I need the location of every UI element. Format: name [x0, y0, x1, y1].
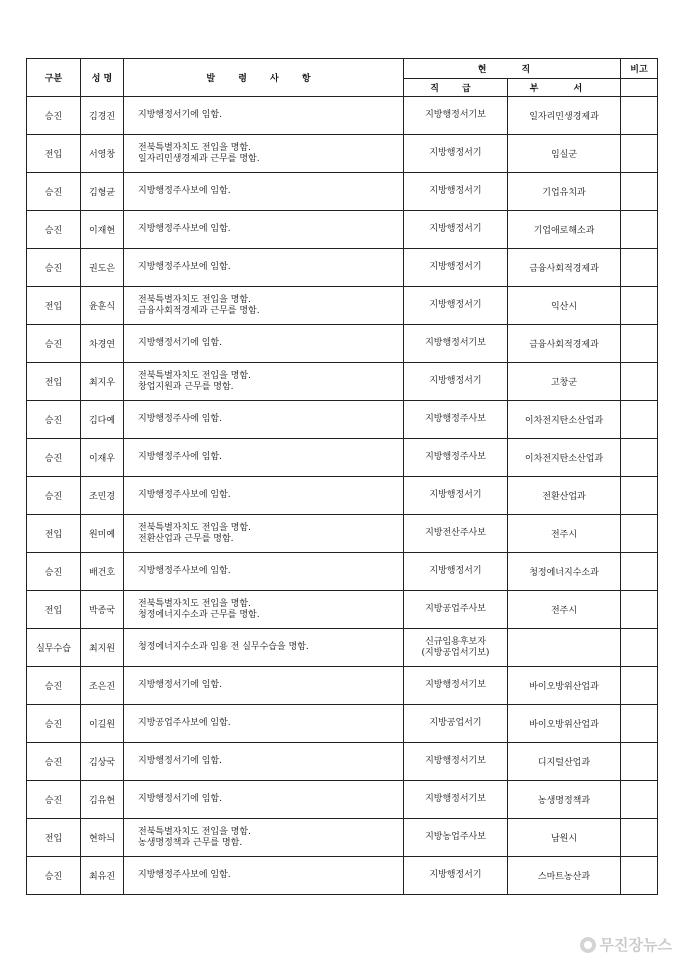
cell-note — [621, 97, 658, 135]
cell-grade — [404, 97, 508, 135]
action-line: 지방공업주사보에 임함. — [138, 718, 231, 728]
table-row — [27, 477, 658, 515]
cell-name: 서영창 — [81, 135, 124, 173]
table-row — [27, 591, 658, 629]
cell-name: 이길원 — [81, 705, 124, 743]
action-line: 전북특별자치도 전입을 명함. — [138, 294, 251, 305]
header-note: 비고 — [621, 59, 658, 79]
table-row — [27, 211, 658, 249]
newspaper-logo-icon — [580, 937, 596, 953]
action-line: 지방행정주사보에 임함. — [138, 262, 231, 272]
grade-line: 지방행정서기 — [429, 224, 482, 234]
grade-line: 지방공업주사보 — [425, 604, 486, 614]
cell-dept: 이차전지탄소산업과 — [508, 439, 621, 477]
cell-name: 차경연 — [81, 325, 124, 363]
cell-action — [124, 781, 404, 819]
action-line: 지방행정주사보에 임함. — [138, 566, 231, 576]
action-line: 전북특별자치도 전입을 명함. — [138, 826, 251, 837]
grade-line: 지방행정서기보 — [425, 756, 486, 766]
cell-type: 전입 — [27, 515, 81, 553]
cell-name: 원미예 — [81, 515, 124, 553]
table-header-row — [27, 59, 658, 79]
cell-dept: 기업유치과 — [508, 173, 621, 211]
cell-dept: 농생명정책과 — [508, 781, 621, 819]
cell-name: 권도은 — [81, 249, 124, 287]
cell-name: 조민경 — [81, 477, 124, 515]
cell-note — [621, 363, 658, 401]
table-row — [27, 553, 658, 591]
header-dept: 부 서 — [508, 79, 621, 97]
header-action: 발 령 사 항 — [124, 59, 404, 97]
cell-grade — [404, 363, 508, 401]
grade-line: 지방행정서기 — [429, 300, 482, 310]
table-row — [27, 515, 658, 553]
table-row — [27, 857, 658, 895]
cell-type: 승진 — [27, 249, 81, 287]
cell-note — [621, 211, 658, 249]
cell-action — [124, 173, 404, 211]
action-line: 전북특별자치도 전입을 명함. — [138, 598, 251, 609]
cell-dept: 바이오방위산업과 — [508, 667, 621, 705]
cell-grade — [404, 401, 508, 439]
action-line: 지방행정서기에 임함. — [138, 338, 222, 348]
grade-line: 지방행정서기 — [429, 148, 482, 158]
grade-line: 지방행정서기 — [429, 262, 482, 272]
cell-action — [124, 553, 404, 591]
cell-name: 윤훈식 — [81, 287, 124, 325]
cell-action — [124, 135, 404, 173]
cell-dept: 금융사회적경제과 — [508, 249, 621, 287]
cell-grade — [404, 705, 508, 743]
cell-dept: 남원시 — [508, 819, 621, 857]
cell-type: 전입 — [27, 363, 81, 401]
cell-grade — [404, 553, 508, 591]
cell-dept: 전주시 — [508, 591, 621, 629]
grade-line: 지방행정서기 — [429, 490, 482, 500]
cell-type: 승진 — [27, 173, 81, 211]
cell-name: 김유현 — [81, 781, 124, 819]
cell-note — [621, 857, 658, 895]
grade-line: 지방농업주사보 — [425, 832, 486, 842]
cell-note — [621, 401, 658, 439]
cell-action — [124, 629, 404, 667]
action-line: 전환산업과 근무를 명함. — [138, 533, 234, 544]
cell-action — [124, 515, 404, 553]
cell-note — [621, 439, 658, 477]
action-line: 지방행정서기에 임함. — [138, 794, 222, 804]
cell-dept: 전환산업과 — [508, 477, 621, 515]
cell-name: 배건호 — [81, 553, 124, 591]
cell-note — [621, 553, 658, 591]
cell-action — [124, 363, 404, 401]
action-line: 청정에너지수소과 근무를 명함. — [138, 609, 260, 620]
cell-grade — [404, 439, 508, 477]
cell-grade — [404, 629, 508, 667]
cell-action — [124, 325, 404, 363]
cell-name: 김다예 — [81, 401, 124, 439]
cell-note — [621, 325, 658, 363]
cell-dept: 이차전지탄소산업과 — [508, 401, 621, 439]
cell-name: 최지원 — [81, 629, 124, 667]
grade-line: 지방행정서기 — [429, 186, 482, 196]
action-line: 지방행정주사보에 임함. — [138, 186, 231, 196]
cell-grade — [404, 857, 508, 895]
cell-name: 박종국 — [81, 591, 124, 629]
cell-action — [124, 439, 404, 477]
grade-line: 신규임용후보자 — [425, 636, 486, 647]
cell-action — [124, 819, 404, 857]
cell-action — [124, 401, 404, 439]
action-line: 농생명정책과 근무를 명함. — [138, 837, 243, 848]
action-line: 전북특별자치도 전입을 명함. — [138, 142, 251, 153]
table-row — [27, 97, 658, 135]
table-row — [27, 363, 658, 401]
cell-name: 이재우 — [81, 439, 124, 477]
cell-name: 김형균 — [81, 173, 124, 211]
cell-type: 승진 — [27, 553, 81, 591]
cell-type: 전입 — [27, 819, 81, 857]
grade-line: 지방전산주사보 — [425, 528, 486, 538]
cell-type: 승진 — [27, 211, 81, 249]
cell-dept: 고창군 — [508, 363, 621, 401]
table-row — [27, 667, 658, 705]
cell-grade — [404, 667, 508, 705]
table-row — [27, 401, 658, 439]
cell-type: 승진 — [27, 781, 81, 819]
action-line: 청정에너지수소과 임용 전 실무수습을 명함. — [138, 642, 309, 652]
header-grade: 직 급 — [404, 79, 508, 97]
cell-note — [621, 249, 658, 287]
cell-type: 승진 — [27, 401, 81, 439]
cell-note — [621, 667, 658, 705]
cell-note — [621, 819, 658, 857]
cell-action — [124, 667, 404, 705]
watermark-text: 무진장뉴스 — [599, 936, 672, 954]
grade-line: 지방공업서기 — [429, 718, 482, 728]
cell-name: 김상국 — [81, 743, 124, 781]
action-line: 지방행정서기에 임함. — [138, 110, 222, 120]
cell-dept: 임실군 — [508, 135, 621, 173]
grade-line: 지방행정서기보 — [425, 110, 486, 120]
grade-line: 지방행정서기 — [429, 870, 482, 880]
cell-note — [621, 629, 658, 667]
cell-note — [621, 591, 658, 629]
cell-grade — [404, 211, 508, 249]
cell-type: 전입 — [27, 287, 81, 325]
table-row — [27, 325, 658, 363]
header-type: 구분 — [27, 59, 81, 97]
cell-note — [621, 287, 658, 325]
cell-note — [621, 781, 658, 819]
table-row — [27, 173, 658, 211]
action-line: 지방행정주사보에 임함. — [138, 224, 231, 234]
cell-action — [124, 211, 404, 249]
cell-grade — [404, 249, 508, 287]
action-line: 지방행정서기에 임함. — [138, 680, 222, 690]
cell-name: 최지우 — [81, 363, 124, 401]
cell-dept: 전주시 — [508, 515, 621, 553]
action-line: 전북특별자치도 전입을 명함. — [138, 370, 251, 381]
cell-action — [124, 249, 404, 287]
header-current: 현 직 — [404, 59, 621, 79]
action-line: 지방행정주사에 임함. — [138, 452, 222, 462]
grade-line: 지방행정주사보 — [425, 414, 486, 424]
table-row — [27, 287, 658, 325]
grade-line: 지방행정서기보 — [425, 338, 486, 348]
cell-grade — [404, 173, 508, 211]
cell-grade — [404, 515, 508, 553]
cell-type: 실무수습 — [27, 629, 81, 667]
cell-type: 전입 — [27, 591, 81, 629]
cell-action — [124, 477, 404, 515]
cell-action — [124, 743, 404, 781]
grade-line: 지방행정서기보 — [425, 794, 486, 804]
cell-name: 조은진 — [81, 667, 124, 705]
cell-dept: 청정에너지수소과 — [508, 553, 621, 591]
grade-line: (지방공업서기보) — [421, 647, 490, 658]
personnel-table — [26, 58, 658, 895]
cell-grade — [404, 591, 508, 629]
cell-grade — [404, 781, 508, 819]
cell-dept: 금융사회적경제과 — [508, 325, 621, 363]
grade-line: 지방행정서기 — [429, 566, 482, 576]
table-body — [27, 97, 658, 895]
cell-grade — [404, 743, 508, 781]
action-line: 지방행정서기에 임함. — [138, 756, 222, 766]
cell-name: 현하늬 — [81, 819, 124, 857]
cell-dept: 디지털산업과 — [508, 743, 621, 781]
cell-grade — [404, 819, 508, 857]
action-line: 창업지원과 근무를 명함. — [138, 381, 234, 392]
cell-action — [124, 705, 404, 743]
cell-grade — [404, 287, 508, 325]
cell-type: 승진 — [27, 743, 81, 781]
header-name: 성 명 — [81, 59, 124, 97]
grade-line: 지방행정서기보 — [425, 680, 486, 690]
action-line: 금융사회적경제과 근무를 명함. — [138, 305, 260, 316]
table-row — [27, 705, 658, 743]
action-line: 전북특별자치도 전입을 명함. — [138, 522, 251, 533]
cell-note — [621, 743, 658, 781]
cell-note — [621, 135, 658, 173]
cell-dept: 스마트농산과 — [508, 857, 621, 895]
cell-action — [124, 97, 404, 135]
cell-note — [621, 515, 658, 553]
watermark — [580, 934, 672, 955]
cell-type: 승진 — [27, 857, 81, 895]
table-row — [27, 629, 658, 667]
table-row — [27, 439, 658, 477]
cell-note — [621, 705, 658, 743]
cell-action — [124, 591, 404, 629]
table-row — [27, 135, 658, 173]
cell-grade — [404, 325, 508, 363]
action-line: 지방행정주사보에 임함. — [138, 490, 231, 500]
table-row — [27, 819, 658, 857]
cell-dept — [508, 629, 621, 667]
cell-type: 승진 — [27, 97, 81, 135]
cell-type: 전입 — [27, 135, 81, 173]
grade-line: 지방행정주사보 — [425, 452, 486, 462]
cell-dept: 일자리민생경제과 — [508, 97, 621, 135]
cell-note — [621, 173, 658, 211]
cell-dept: 바이오방위산업과 — [508, 705, 621, 743]
cell-dept: 익산시 — [508, 287, 621, 325]
cell-name: 최유진 — [81, 857, 124, 895]
cell-action — [124, 287, 404, 325]
cell-type: 승진 — [27, 325, 81, 363]
action-line: 일자리민생경제과 근무를 명함. — [138, 153, 260, 164]
cell-action — [124, 857, 404, 895]
header-note-sub — [621, 79, 658, 97]
cell-type: 승진 — [27, 705, 81, 743]
action-line: 지방행정주사에 임함. — [138, 414, 222, 424]
action-line: 지방행정주사보에 임함. — [138, 870, 231, 880]
cell-name: 이재현 — [81, 211, 124, 249]
cell-grade — [404, 477, 508, 515]
cell-type: 승진 — [27, 667, 81, 705]
cell-type: 승진 — [27, 439, 81, 477]
grade-line: 지방행정서기 — [429, 376, 482, 386]
cell-note — [621, 477, 658, 515]
table-row — [27, 743, 658, 781]
cell-grade — [404, 135, 508, 173]
cell-type: 승진 — [27, 477, 81, 515]
table-row — [27, 781, 658, 819]
cell-dept: 기업애로해소과 — [508, 211, 621, 249]
table-row — [27, 249, 658, 287]
cell-name: 김경진 — [81, 97, 124, 135]
